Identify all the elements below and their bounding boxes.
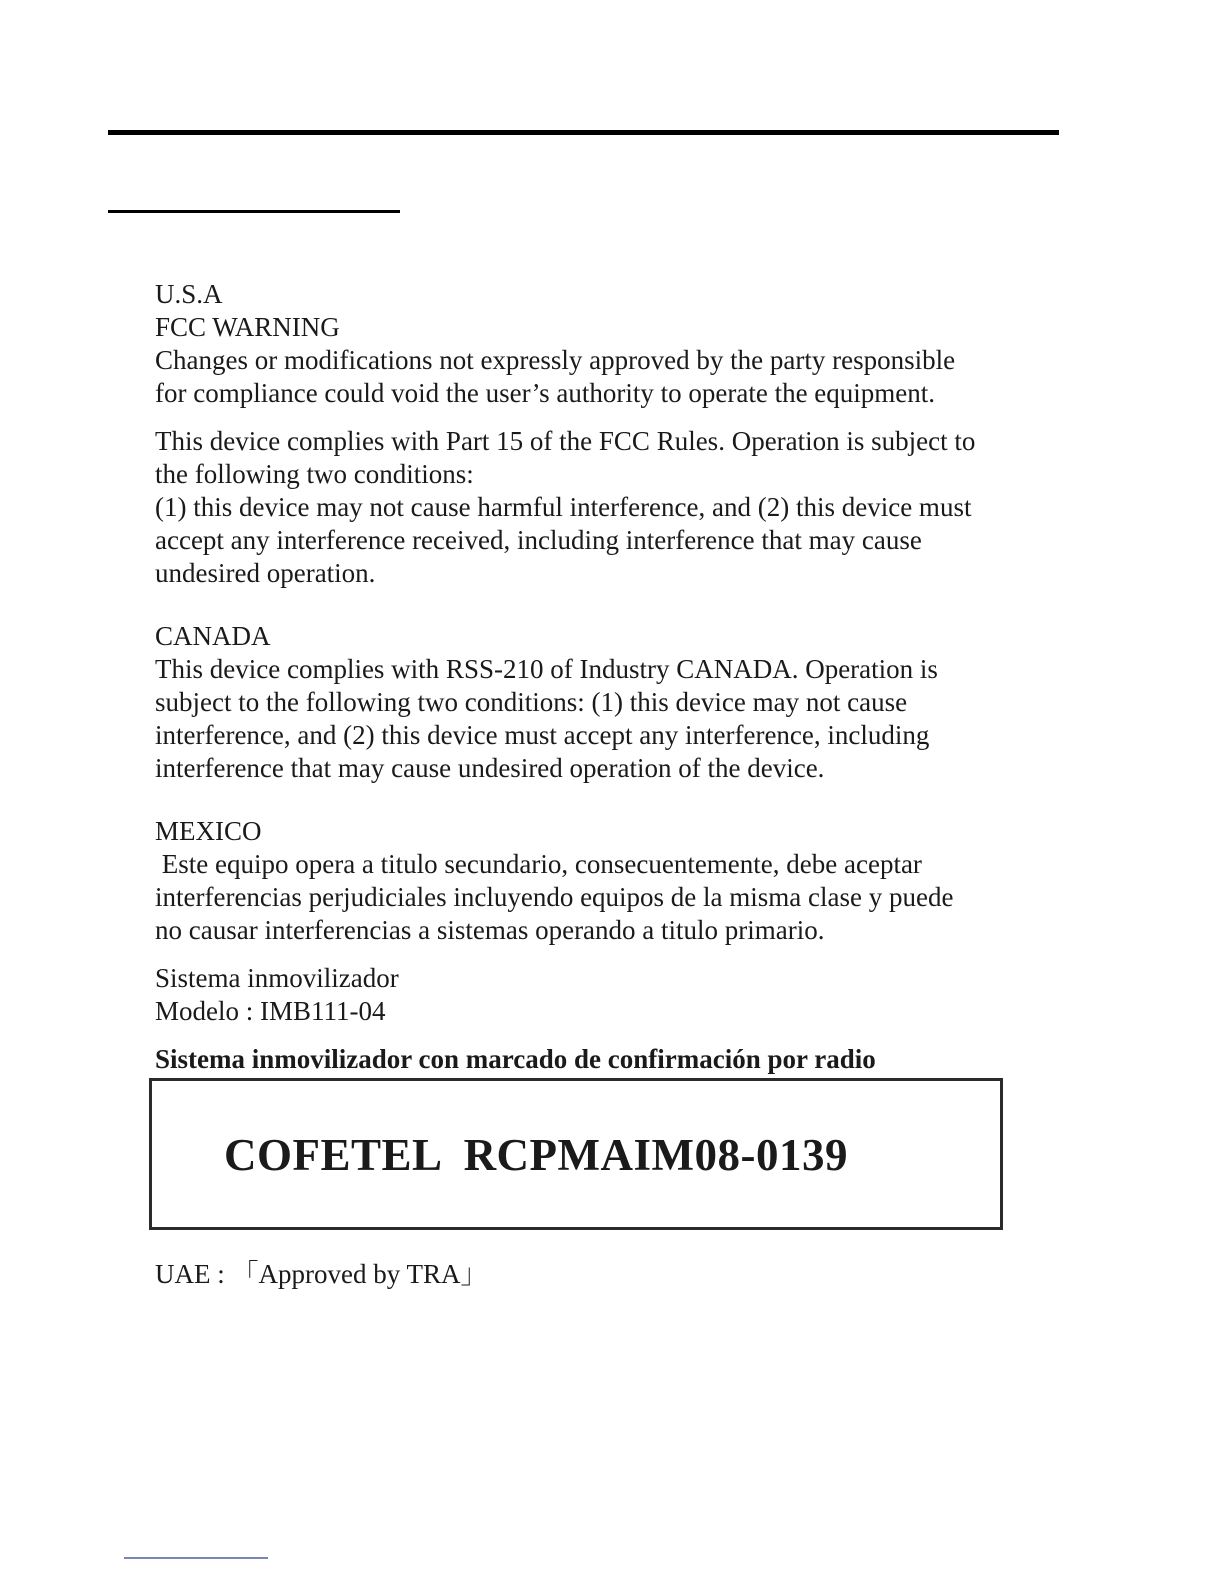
fcc-warning-line: for compliance could void the user’s authority to operate the equipment. — [155, 378, 936, 408]
fcc-warning-line: Changes or modifications not expressly approved by the party responsible — [155, 345, 956, 375]
mexico-bold-title: Sistema inmovilizador con marcado de confirmación por radio — [155, 1044, 876, 1074]
regulatory-content — [155, 278, 1055, 1073]
mexico-line: no causar interferencias a sistemas operando a titulo primario. — [155, 915, 825, 945]
mexico-system-name: Sistema inmovilizador — [155, 963, 399, 993]
fcc-compliance-line: the following two conditions: — [155, 459, 474, 489]
footer-rule — [124, 1557, 268, 1559]
fcc-compliance-line: accept any interference received, including interference that may cause — [155, 525, 922, 555]
mexico-line: interferencias perjudiciales incluyendo equipos de la misma clase y puede — [155, 882, 954, 912]
canada-country-label: CANADA — [155, 621, 271, 651]
uae-approval-line: UAE : 「Approved by TRA」 — [155, 1259, 488, 1289]
fcc-compliance-line: undesired operation. — [155, 558, 376, 588]
fcc-warning-heading: FCC WARNING — [155, 312, 340, 342]
section-underline-rule — [108, 210, 400, 213]
mexico-model: Modelo : IMB111-04 — [155, 996, 386, 1026]
canada-section — [155, 620, 1055, 785]
cofetel-certification-box — [149, 1078, 1003, 1230]
canada-line: This device complies with RSS-210 of Industry CANADA. Operation is — [155, 654, 938, 684]
fcc-compliance-line: (1) this device may not cause harmful interference, and (2) this device must — [155, 492, 972, 522]
usa-section — [155, 278, 1055, 590]
usa-country-label: U.S.A — [155, 279, 223, 309]
cofetel-certification-number: COFETEL RCPMAIM08-0139 — [224, 1130, 848, 1180]
mexico-line: Este equipo opera a titulo secundario, consecuentemente, debe aceptar — [155, 849, 922, 879]
fcc-compliance-line: This device complies with Part 15 of the FCC Rules. Operation is subject to — [155, 426, 976, 456]
canada-line: interference that may cause undesired operation of the device. — [155, 753, 825, 783]
mexico-country-label: MEXICO — [155, 816, 262, 846]
mexico-section — [155, 815, 1055, 1073]
top-horizontal-rule — [108, 130, 1059, 135]
canada-line: interference, and (2) this device must accept any interference, including — [155, 720, 930, 750]
canada-line: subject to the following two conditions: (1) this device may not cause — [155, 687, 908, 717]
